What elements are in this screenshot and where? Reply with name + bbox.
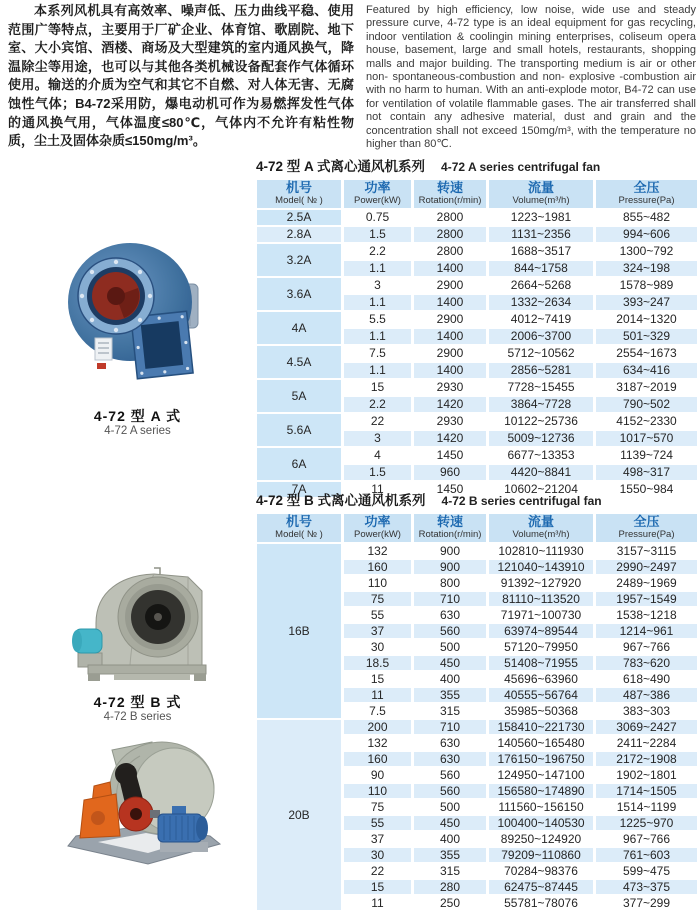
data-cell: 1420 [414, 397, 486, 412]
model-cell: 5A [257, 380, 341, 412]
data-cell: 844~1758 [489, 261, 593, 276]
data-cell: 473~375 [596, 880, 697, 894]
data-cell: 630 [414, 736, 486, 750]
data-cell: 1450 [414, 482, 486, 497]
data-cell: 560 [414, 784, 486, 798]
data-cell: 2664~5268 [489, 278, 593, 293]
data-cell: 2800 [414, 227, 486, 242]
data-cell: 1332~2634 [489, 295, 593, 310]
table-b-header-row [257, 514, 697, 542]
data-cell: 560 [414, 768, 486, 782]
data-cell: 37 [344, 832, 411, 846]
data-cell: 1300~792 [596, 244, 697, 259]
data-cell: 30 [344, 640, 411, 654]
data-cell: 5009~12736 [489, 431, 593, 446]
data-cell: 62475~87445 [489, 880, 593, 894]
data-cell: 855~482 [596, 210, 697, 225]
table-row [257, 448, 697, 463]
data-cell: 1957~1549 [596, 592, 697, 606]
fan-a-caption-cn: 4-72 型 A 式 [93, 408, 182, 424]
data-cell: 121040~143910 [489, 560, 593, 574]
data-cell: 2411~2284 [596, 736, 697, 750]
data-cell: 1400 [414, 261, 486, 276]
table-row [257, 244, 697, 259]
data-cell: 1714~1505 [596, 784, 697, 798]
fan-b-caption [30, 694, 245, 724]
data-cell: 315 [414, 864, 486, 878]
table-row [257, 720, 697, 734]
model-cell: 2.5A [257, 210, 341, 225]
data-cell: 1017~570 [596, 431, 697, 446]
data-cell: 57120~79950 [489, 640, 593, 654]
data-cell: 55 [344, 608, 411, 622]
data-cell: 1.5 [344, 227, 411, 242]
model-cell: 16B [257, 544, 341, 718]
data-cell: 6677~13353 [489, 448, 593, 463]
data-cell: 5712~10562 [489, 346, 593, 361]
table-row [257, 346, 697, 361]
data-cell: 1225~970 [596, 816, 697, 830]
model-cell: 4.5A [257, 346, 341, 378]
table-row [257, 312, 697, 327]
data-cell: 2856~5281 [489, 363, 593, 378]
data-cell: 501~329 [596, 329, 697, 344]
data-cell: 1.1 [344, 329, 411, 344]
data-cell: 75 [344, 592, 411, 606]
data-cell: 18.5 [344, 656, 411, 670]
data-cell: 3069~2427 [596, 720, 697, 734]
data-cell: 160 [344, 560, 411, 574]
data-cell: 355 [414, 848, 486, 862]
data-cell: 4012~7419 [489, 312, 593, 327]
model-cell: 2.8A [257, 227, 341, 242]
data-cell: 3187~2019 [596, 380, 697, 395]
table-section-a-series [254, 155, 700, 499]
data-cell: 2489~1969 [596, 576, 697, 590]
data-cell: 761~603 [596, 848, 697, 862]
data-cell: 132 [344, 736, 411, 750]
data-cell: 355 [414, 688, 486, 702]
data-cell: 2900 [414, 346, 486, 361]
data-cell: 1538~1218 [596, 608, 697, 622]
column-header: 功率 Power(kW) [344, 180, 411, 208]
data-cell: 630 [414, 752, 486, 766]
data-cell: 250 [414, 896, 486, 910]
fan-a-caption [30, 408, 245, 438]
model-cell: 7A [257, 482, 341, 497]
data-cell: 618~490 [596, 672, 697, 686]
data-cell: 450 [414, 816, 486, 830]
column-header: 功率 Power(kW) [344, 514, 411, 542]
data-cell: 51408~71955 [489, 656, 593, 670]
data-cell: 110 [344, 576, 411, 590]
data-cell: 22 [344, 414, 411, 429]
data-cell: 1578~989 [596, 278, 697, 293]
data-cell: 783~620 [596, 656, 697, 670]
data-cell: 1688~3517 [489, 244, 593, 259]
data-cell: 967~766 [596, 832, 697, 846]
data-cell: 2.2 [344, 244, 411, 259]
table-a-header-row [257, 180, 697, 208]
data-cell: 500 [414, 640, 486, 654]
data-cell: 2930 [414, 414, 486, 429]
data-cell: 1550~984 [596, 482, 697, 497]
data-cell: 2800 [414, 210, 486, 225]
data-cell: 140560~165480 [489, 736, 593, 750]
table-a-title-en: 4-72 A series centrifugal fan [441, 160, 601, 174]
data-cell: 71971~100730 [489, 608, 593, 622]
data-cell: 2006~3700 [489, 329, 593, 344]
column-header: 流量 Volume(m³/h) [489, 514, 593, 542]
data-cell: 2.2 [344, 397, 411, 412]
data-cell: 11 [344, 688, 411, 702]
data-cell: 79209~110860 [489, 848, 593, 862]
data-cell: 100400~140530 [489, 816, 593, 830]
intro-paragraph-cn: 本系列风机具有高效率、噪声低、压力曲线平稳、使用范围广等特点，主要用于厂矿企业、体育馆、歌剧院、地下室、大小宾馆、酒楼、商场及大型建筑的室内通风换气，降温除尘等用途，也可以与其他各类机械设备配套作气体循环使用。输送的介质为空气和其它不自燃、对人体无害、无腐蚀性气体；B4-72采用防，爆电动机可作为易燃挥发性气体的通风换气用，气体温度≤80℃，气体内不允许有粘性物质，尘土及固体杂质≤150mg/m³。 [8, 3, 354, 149]
data-cell: 315 [414, 704, 486, 718]
data-cell: 37 [344, 624, 411, 638]
data-cell: 11 [344, 896, 411, 910]
data-cell: 55 [344, 816, 411, 830]
table-row [257, 227, 697, 242]
data-cell: 393~247 [596, 295, 697, 310]
data-cell: 710 [414, 720, 486, 734]
intro-paragraph-en: Featured by high efficiency, low noise, wide use and steady pressure curve, 4-72 type is an ideal equipment for gas recycling, indoor ventilation & coolingin mining enterprises, coliseum opera house, basement, large and small hotels, restaurants, shopping malls and major building. The transporting medium is air or other non- spontaneous-combustion and non- explosive -combustion air with no harm to human. With an anti-explode motor, B4-72 can use for ventilation of volatile flammable gases. The air transferred shall not contain any adhesive material, dust and grain and the concentration shall not exceed 150mg/m³, with the temperature no higher than 80℃. [366, 4, 696, 151]
column-header: 机号 Model( № ) [257, 180, 341, 208]
data-cell: 45696~63960 [489, 672, 593, 686]
data-cell: 1450 [414, 448, 486, 463]
table-section-b-series [254, 489, 700, 912]
model-cell: 3.2A [257, 244, 341, 276]
data-cell: 498~317 [596, 465, 697, 480]
model-cell: 20B [257, 720, 341, 910]
data-cell: 7.5 [344, 704, 411, 718]
data-cell: 4152~2330 [596, 414, 697, 429]
table-b-title [256, 489, 700, 509]
data-cell: 55781~78076 [489, 896, 593, 910]
spec-table-a [254, 178, 700, 499]
data-cell: 2014~1320 [596, 312, 697, 327]
column-header: 全压 Pressure(Pa) [596, 514, 697, 542]
model-cell: 3.6A [257, 278, 341, 310]
model-cell: 6A [257, 448, 341, 480]
data-cell: 280 [414, 880, 486, 894]
data-cell: 3 [344, 278, 411, 293]
data-cell: 15 [344, 380, 411, 395]
data-cell: 487~386 [596, 688, 697, 702]
data-cell: 324~198 [596, 261, 697, 276]
data-cell: 4 [344, 448, 411, 463]
data-cell: 383~303 [596, 704, 697, 718]
data-cell: 634~416 [596, 363, 697, 378]
data-cell: 3864~7728 [489, 397, 593, 412]
fan-belt-drive-photo [60, 738, 225, 870]
data-cell: 0.75 [344, 210, 411, 225]
data-cell: 70284~98376 [489, 864, 593, 878]
column-header: 机号 Model( № ) [257, 514, 341, 542]
data-cell: 2172~1908 [596, 752, 697, 766]
data-cell: 630 [414, 608, 486, 622]
data-cell: 156580~174890 [489, 784, 593, 798]
data-cell: 132 [344, 544, 411, 558]
column-header: 流量 Volume(m³/h) [489, 180, 593, 208]
data-cell: 900 [414, 544, 486, 558]
data-cell: 1131~2356 [489, 227, 593, 242]
data-cell: 3 [344, 431, 411, 446]
table-b-title-cn: 4-72 型 B 式离心通风机系列 [256, 493, 426, 508]
data-cell: 81110~113520 [489, 592, 593, 606]
data-cell: 1400 [414, 363, 486, 378]
data-cell: 7.5 [344, 346, 411, 361]
data-cell: 1214~961 [596, 624, 697, 638]
data-cell: 710 [414, 592, 486, 606]
data-cell: 4420~8841 [489, 465, 593, 480]
data-cell: 1902~1801 [596, 768, 697, 782]
data-cell: 200 [344, 720, 411, 734]
data-cell: 1420 [414, 431, 486, 446]
data-cell: 158410~221730 [489, 720, 593, 734]
data-cell: 1514~1199 [596, 800, 697, 814]
table-row [257, 278, 697, 293]
spec-table-b [254, 512, 700, 912]
fan-b-caption-cn: 4-72 型 B 式 [93, 694, 182, 710]
data-cell: 2930 [414, 380, 486, 395]
data-cell: 124950~147100 [489, 768, 593, 782]
data-cell: 75 [344, 800, 411, 814]
data-cell: 160 [344, 752, 411, 766]
data-cell: 500 [414, 800, 486, 814]
table-b-title-en: 4-72 B series centrifugal fan [441, 494, 602, 508]
data-cell: 1.5 [344, 465, 411, 480]
data-cell: 91392~127920 [489, 576, 593, 590]
table-row [257, 544, 697, 558]
data-cell: 400 [414, 832, 486, 846]
table-a-title [256, 155, 700, 175]
fan-b-caption-en: 4-72 B series [103, 711, 172, 723]
data-cell: 2800 [414, 244, 486, 259]
column-header: 转速 Rotation(r/min) [414, 180, 486, 208]
table-row [257, 210, 697, 225]
data-cell: 5.5 [344, 312, 411, 327]
data-cell: 960 [414, 465, 486, 480]
data-cell: 110 [344, 784, 411, 798]
data-cell: 377~299 [596, 896, 697, 910]
data-cell: 15 [344, 880, 411, 894]
data-cell: 90 [344, 768, 411, 782]
data-cell: 1.1 [344, 261, 411, 276]
data-cell: 2554~1673 [596, 346, 697, 361]
data-cell: 7728~15455 [489, 380, 593, 395]
table-a-title-cn: 4-72 型 A 式离心通风机系列 [256, 159, 426, 174]
data-cell: 2900 [414, 312, 486, 327]
data-cell: 560 [414, 624, 486, 638]
data-cell: 994~606 [596, 227, 697, 242]
model-cell: 4A [257, 312, 341, 344]
data-cell: 599~475 [596, 864, 697, 878]
data-cell: 400 [414, 672, 486, 686]
data-cell: 111560~156150 [489, 800, 593, 814]
fan-b-photo [70, 565, 220, 693]
data-cell: 1223~1981 [489, 210, 593, 225]
data-cell: 35985~50368 [489, 704, 593, 718]
table-row [257, 414, 697, 429]
column-header: 全压 Pressure(Pa) [596, 180, 697, 208]
data-cell: 15 [344, 672, 411, 686]
fan-a-photo [62, 232, 207, 397]
data-cell: 2990~2497 [596, 560, 697, 574]
data-cell: 3157~3115 [596, 544, 697, 558]
data-cell: 10602~21204 [489, 482, 593, 497]
column-header: 转速 Rotation(r/min) [414, 514, 486, 542]
data-cell: 10122~25736 [489, 414, 593, 429]
data-cell: 1400 [414, 329, 486, 344]
data-cell: 900 [414, 560, 486, 574]
data-cell: 102810~111930 [489, 544, 593, 558]
data-cell: 89250~124920 [489, 832, 593, 846]
data-cell: 1.1 [344, 295, 411, 310]
data-cell: 11 [344, 482, 411, 497]
data-cell: 1400 [414, 295, 486, 310]
data-cell: 40555~56764 [489, 688, 593, 702]
data-cell: 967~766 [596, 640, 697, 654]
data-cell: 30 [344, 848, 411, 862]
data-cell: 1.1 [344, 363, 411, 378]
table-row [257, 380, 697, 395]
data-cell: 790~502 [596, 397, 697, 412]
data-cell: 2900 [414, 278, 486, 293]
data-cell: 22 [344, 864, 411, 878]
fan-a-caption-en: 4-72 A series [104, 425, 171, 437]
data-cell: 176150~196750 [489, 752, 593, 766]
data-cell: 450 [414, 656, 486, 670]
data-cell: 1139~724 [596, 448, 697, 463]
model-cell: 5.6A [257, 414, 341, 446]
data-cell: 63974~89544 [489, 624, 593, 638]
data-cell: 800 [414, 576, 486, 590]
